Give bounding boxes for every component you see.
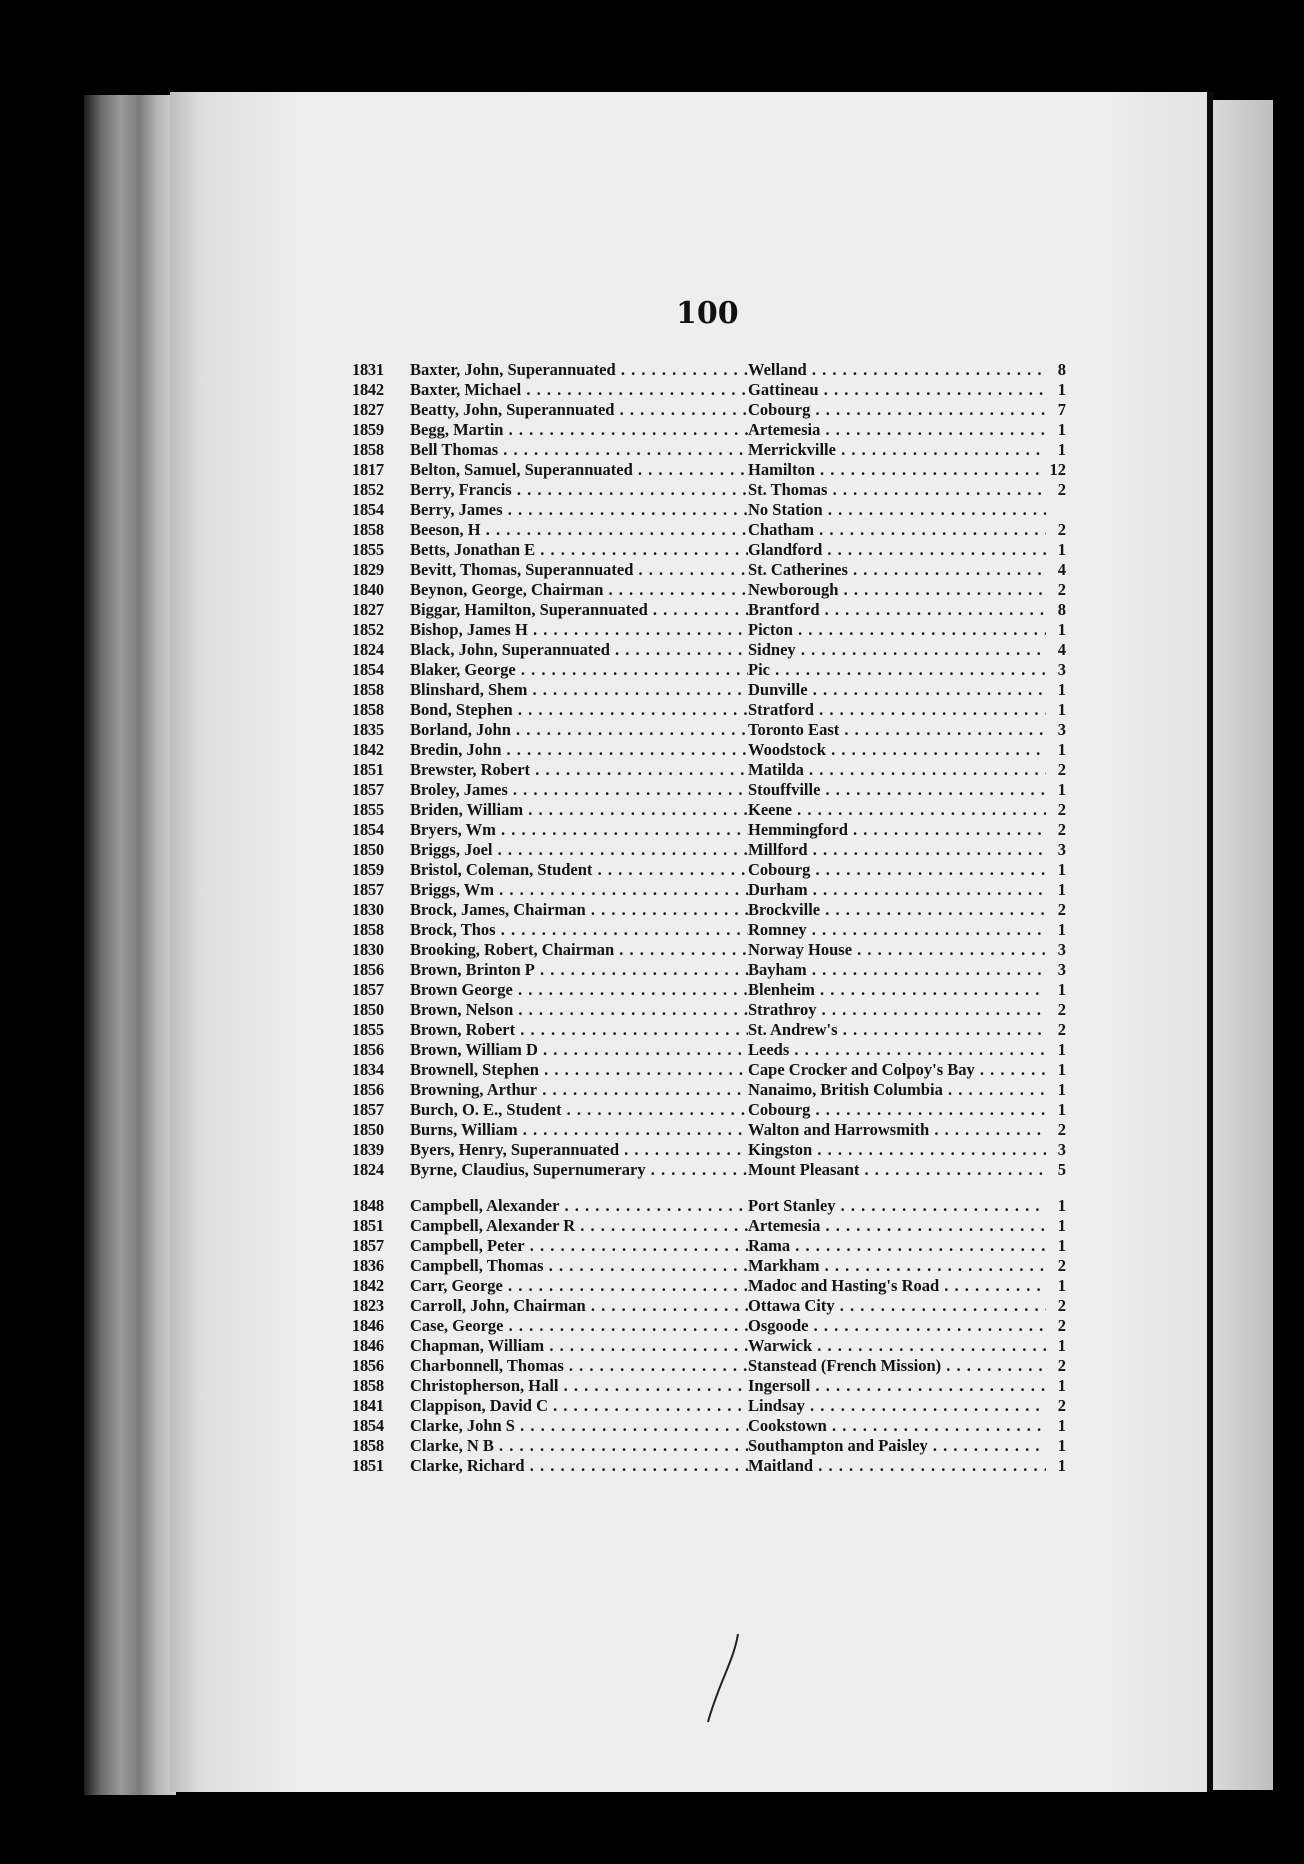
entry-station: Stouffville . . . — [748, 780, 1046, 800]
entry-row — [352, 960, 1066, 980]
entry-year: 1858 — [352, 680, 384, 699]
entry-year: 1827 — [352, 600, 384, 619]
entry-station: Ottawa City . . . — [748, 1296, 1046, 1316]
entry-row — [352, 1316, 1066, 1336]
entry-name: Blaker, George . . . — [410, 660, 748, 680]
entry-row — [352, 1080, 1066, 1100]
entry-name: Bryers, Wm . . . — [410, 820, 748, 840]
entry-count: 2 — [1057, 1020, 1066, 1039]
entry-row — [352, 1216, 1066, 1236]
entry-name: Beatty, John, Superannuated . . . — [410, 400, 748, 420]
page-number: 100 — [676, 296, 739, 331]
entry-station: Maitland . . . — [748, 1456, 1046, 1476]
entry-name: Bishop, James H . . . — [410, 620, 748, 640]
entry-row — [352, 800, 1066, 820]
entry-count: 2 — [1057, 1256, 1066, 1275]
entry-year: 1834 — [352, 1060, 384, 1079]
entry-count: 1 — [1057, 980, 1066, 999]
entry-station: Hamilton . . . — [748, 460, 1046, 480]
entry-count: 1 — [1057, 380, 1066, 399]
entry-row — [352, 1040, 1066, 1060]
entry-year: 1846 — [352, 1316, 384, 1335]
entry-year: 1858 — [352, 440, 384, 459]
entry-station: Dunville . . . — [748, 680, 1046, 700]
entry-row — [352, 1436, 1066, 1456]
entry-row — [352, 1336, 1066, 1356]
entry-year: 1848 — [352, 1196, 384, 1215]
entry-station: Ingersoll . . . — [748, 1376, 1046, 1396]
entry-station: Brockville . . . — [748, 900, 1046, 920]
book-spine — [84, 95, 176, 1795]
entry-station: Durham . . . — [748, 880, 1046, 900]
entry-name: Campbell, Peter . . . — [410, 1236, 748, 1256]
entry-year: 1830 — [352, 940, 384, 959]
entry-row — [352, 420, 1066, 440]
entry-year: 1823 — [352, 1296, 384, 1315]
entry-row — [352, 580, 1066, 600]
entry-row — [352, 1456, 1066, 1476]
entry-name: Bond, Stephen . . . — [410, 700, 748, 720]
entry-station: Pic . . . — [748, 660, 1046, 680]
entry-station: Markham . . . — [748, 1256, 1046, 1276]
entry-station: Artemesia . . . — [748, 420, 1046, 440]
entry-count: 2 — [1057, 1000, 1066, 1019]
entry-name: Baxter, John, Superannuated . . . — [410, 360, 748, 380]
entry-count: 1 — [1057, 1100, 1066, 1119]
entry-count: 1 — [1057, 1436, 1066, 1455]
entry-row — [352, 1296, 1066, 1316]
entry-year: 1855 — [352, 800, 384, 819]
entry-count: 3 — [1057, 1140, 1066, 1159]
entry-year: 1824 — [352, 1160, 384, 1179]
entry-name: Briggs, Wm . . . — [410, 880, 748, 900]
entry-station: Stratford . . . — [748, 700, 1046, 720]
entry-row — [352, 360, 1066, 380]
entry-station: Picton . . . — [748, 620, 1046, 640]
entry-station: Strathroy . . . — [748, 1000, 1046, 1020]
entry-year: 1859 — [352, 860, 384, 879]
entry-name: Biggar, Hamilton, Superannuated . . . — [410, 600, 748, 620]
entry-name: Brownell, Stephen . . . — [410, 1060, 748, 1080]
entry-count: 3 — [1057, 660, 1066, 679]
entry-year: 1854 — [352, 820, 384, 839]
entry-name: Clappison, David C . . . — [410, 1396, 748, 1416]
entry-count: 2 — [1057, 800, 1066, 819]
entry-name: Black, John, Superannuated . . . — [410, 640, 748, 660]
entry-year: 1829 — [352, 560, 384, 579]
entry-year: 1824 — [352, 640, 384, 659]
entry-count: 1 — [1057, 880, 1066, 899]
entry-row — [352, 1196, 1066, 1216]
entry-year: 1840 — [352, 580, 384, 599]
entry-count: 1 — [1057, 440, 1066, 459]
entry-station: Kingston . . . — [748, 1140, 1046, 1160]
entry-station: Madoc and Hasting's Road . . . — [748, 1276, 1046, 1296]
entry-name: Brock, Thos . . . — [410, 920, 748, 940]
entry-name: Byrne, Claudius, Supernumerary . . . — [410, 1160, 748, 1180]
entry-name: Campbell, Thomas . . . — [410, 1256, 748, 1276]
entry-row — [352, 1396, 1066, 1416]
entry-row — [352, 840, 1066, 860]
entry-station: Toronto East . . . — [748, 720, 1046, 740]
entry-name: Christopherson, Hall . . . — [410, 1376, 748, 1396]
entry-name: Carr, George . . . — [410, 1276, 748, 1296]
entry-station: Millford . . . — [748, 840, 1046, 860]
entry-row — [352, 1416, 1066, 1436]
entry-station: Woodstock . . . — [748, 740, 1046, 760]
entry-count: 1 — [1057, 1276, 1066, 1295]
entry-row — [352, 1020, 1066, 1040]
entry-count: 1 — [1057, 780, 1066, 799]
entry-year: 1842 — [352, 380, 384, 399]
entry-year: 1850 — [352, 840, 384, 859]
entry-year: 1835 — [352, 720, 384, 739]
entry-count: 1 — [1057, 1376, 1066, 1395]
entry-row — [352, 620, 1066, 640]
entry-count: 1 — [1057, 540, 1066, 559]
entry-count: 1 — [1057, 860, 1066, 879]
entry-count: 8 — [1057, 600, 1066, 619]
entry-station: Leeds . . . — [748, 1040, 1046, 1060]
entry-name: Belton, Samuel, Superannuated . . . — [410, 460, 748, 480]
entry-station: Norway House . . . — [748, 940, 1046, 960]
entry-count: 2 — [1057, 1296, 1066, 1315]
entry-name: Berry, Francis . . . — [410, 480, 748, 500]
entry-count: 2 — [1057, 520, 1066, 539]
entry-station: Blenheim . . . — [748, 980, 1046, 1000]
entry-row — [352, 1100, 1066, 1120]
entry-year: 1857 — [352, 780, 384, 799]
entry-year: 1858 — [352, 920, 384, 939]
entry-station: Keene . . . — [748, 800, 1046, 820]
entry-row — [352, 740, 1066, 760]
entry-count: 1 — [1057, 620, 1066, 639]
entry-year: 1842 — [352, 740, 384, 759]
entry-station: Hemmingford . . . — [748, 820, 1046, 840]
group-separator — [352, 1180, 1066, 1196]
entry-year: 1827 — [352, 400, 384, 419]
entry-name: Briden, William . . . — [410, 800, 748, 820]
entry-row — [352, 1276, 1066, 1296]
entry-count: 2 — [1057, 1120, 1066, 1139]
entry-year: 1831 — [352, 360, 384, 379]
entry-row — [352, 1000, 1066, 1020]
entry-station: Osgoode . . . — [748, 1316, 1046, 1336]
entry-name: Beeson, H . . . — [410, 520, 748, 540]
entry-row — [352, 660, 1066, 680]
entry-name: Chapman, William . . . — [410, 1336, 748, 1356]
entry-station: Newborough . . . — [748, 580, 1046, 600]
entry-name: Bell Thomas . . . — [410, 440, 748, 460]
entry-row — [352, 1356, 1066, 1376]
entry-station: Cobourg . . . — [748, 1100, 1046, 1120]
entry-year: 1858 — [352, 700, 384, 719]
entry-name: Burns, William . . . — [410, 1120, 748, 1140]
entry-row — [352, 680, 1066, 700]
entry-row — [352, 1140, 1066, 1160]
entry-name: Byers, Henry, Superannuated . . . — [410, 1140, 748, 1160]
entry-year: 1858 — [352, 1376, 384, 1395]
entry-name: Clarke, Richard . . . — [410, 1456, 748, 1476]
entry-year: 1856 — [352, 1356, 384, 1375]
entry-row — [352, 1060, 1066, 1080]
entry-year: 1836 — [352, 1256, 384, 1275]
entry-name: Brown George . . . — [410, 980, 748, 1000]
entry-name: Browning, Arthur . . . — [410, 1080, 748, 1100]
entry-count: 2 — [1057, 820, 1066, 839]
entry-name: Borland, John . . . — [410, 720, 748, 740]
entry-name: Clarke, N B . . . — [410, 1436, 748, 1456]
entry-station: St. Thomas . . . — [748, 480, 1046, 500]
entry-station: Artemesia . . . — [748, 1216, 1046, 1236]
entry-count: 1 — [1057, 1216, 1066, 1235]
entry-name: Carroll, John, Chairman . . . — [410, 1296, 748, 1316]
entry-count: 4 — [1057, 560, 1066, 579]
entry-count: 1 — [1057, 1196, 1066, 1215]
entry-count: 1 — [1057, 920, 1066, 939]
entry-year: 1854 — [352, 1416, 384, 1435]
entry-year: 1851 — [352, 760, 384, 779]
entry-year: 1856 — [352, 1040, 384, 1059]
entry-station: Mount Pleasant . . . — [748, 1160, 1046, 1180]
entry-year: 1859 — [352, 420, 384, 439]
entry-station: Stanstead (French Mission) . . . — [748, 1356, 1046, 1376]
entry-station: Welland . . . — [748, 360, 1046, 380]
entry-count: 7 — [1057, 400, 1066, 419]
entry-year: 1841 — [352, 1396, 384, 1415]
entry-station: Glandford . . . — [748, 540, 1046, 560]
entry-station: Cobourg . . . — [748, 400, 1046, 420]
entry-row — [352, 460, 1066, 480]
entry-row — [352, 640, 1066, 660]
entry-count: 8 — [1057, 360, 1066, 379]
entry-count: 2 — [1057, 1356, 1066, 1375]
entry-row — [352, 1376, 1066, 1396]
entry-name: Begg, Martin . . . — [410, 420, 748, 440]
entry-year: 1857 — [352, 1100, 384, 1119]
entry-year: 1855 — [352, 1020, 384, 1039]
entry-count: 1 — [1057, 1080, 1066, 1099]
entry-year: 1852 — [352, 480, 384, 499]
entry-year: 1850 — [352, 1120, 384, 1139]
entry-station: No Station . . . — [748, 500, 1046, 520]
pen-mark — [700, 1630, 760, 1730]
entry-year: 1858 — [352, 520, 384, 539]
entry-year: 1856 — [352, 960, 384, 979]
entry-row — [352, 440, 1066, 460]
entry-count: 2 — [1057, 1316, 1066, 1335]
entry-year: 1830 — [352, 900, 384, 919]
entry-name: Berry, James . . . — [410, 500, 748, 520]
entry-name: Brown, Robert . . . — [410, 1020, 748, 1040]
entry-row — [352, 600, 1066, 620]
entry-name: Brown, Nelson . . . — [410, 1000, 748, 1020]
entry-station: Cape Crocker and Colpoy's Bay . . . — [748, 1060, 1046, 1080]
entry-station: St. Andrew's . . . — [748, 1020, 1046, 1040]
entry-count: 2 — [1057, 900, 1066, 919]
entry-row — [352, 880, 1066, 900]
entry-count: 1 — [1057, 1336, 1066, 1355]
entry-year: 1850 — [352, 1000, 384, 1019]
entry-station: Bayham . . . — [748, 960, 1046, 980]
entry-year: 1839 — [352, 1140, 384, 1159]
entry-count: 1 — [1057, 1456, 1066, 1475]
entry-name: Brown, Brinton P . . . — [410, 960, 748, 980]
entry-row — [352, 900, 1066, 920]
entry-year: 1851 — [352, 1216, 384, 1235]
entry-station: Port Stanley . . . — [748, 1196, 1046, 1216]
register-list — [352, 360, 1066, 1476]
entry-name: Betts, Jonathan E . . . — [410, 540, 748, 560]
entry-row — [352, 400, 1066, 420]
entry-station: Nanaimo, British Columbia . . . — [748, 1080, 1046, 1100]
entry-name: Brewster, Robert . . . — [410, 760, 748, 780]
entry-count: 4 — [1057, 640, 1066, 659]
entry-station: Matilda . . . — [748, 760, 1046, 780]
entry-count: 1 — [1057, 420, 1066, 439]
entry-row — [352, 920, 1066, 940]
entry-year: 1852 — [352, 620, 384, 639]
entry-count: 1 — [1057, 700, 1066, 719]
entry-count: 2 — [1057, 760, 1066, 779]
entry-row — [352, 560, 1066, 580]
entry-count: 2 — [1057, 580, 1066, 599]
entry-row — [352, 720, 1066, 740]
entry-count: 12 — [1049, 460, 1066, 479]
entry-count: 1 — [1057, 1236, 1066, 1255]
entry-station: Chatham . . . — [748, 520, 1046, 540]
entry-year: 1817 — [352, 460, 384, 479]
entry-name: Bredin, John . . . — [410, 740, 748, 760]
entry-count: 3 — [1057, 960, 1066, 979]
entry-name: Broley, James . . . — [410, 780, 748, 800]
entry-year: 1846 — [352, 1336, 384, 1355]
entry-row — [352, 380, 1066, 400]
entry-station: Cookstown . . . — [748, 1416, 1046, 1436]
entry-name: Bristol, Coleman, Student . . . — [410, 860, 748, 880]
entry-station: Lindsay . . . — [748, 1396, 1046, 1416]
facing-page-edge — [1213, 100, 1273, 1790]
entry-count: 2 — [1057, 480, 1066, 499]
entry-count: 1 — [1057, 1416, 1066, 1435]
entry-year: 1858 — [352, 1436, 384, 1455]
entry-count: 5 — [1057, 1160, 1066, 1179]
entry-row — [352, 980, 1066, 1000]
entry-row — [352, 1120, 1066, 1140]
entry-count: 1 — [1057, 680, 1066, 699]
entry-station: Southampton and Paisley . . . — [748, 1436, 1046, 1456]
entry-name: Briggs, Joel . . . — [410, 840, 748, 860]
entry-name: Burch, O. E., Student . . . — [410, 1100, 748, 1120]
entry-count: 3 — [1057, 840, 1066, 859]
entry-row — [352, 860, 1066, 880]
entry-name: Clarke, John S . . . — [410, 1416, 748, 1436]
entry-row — [352, 1236, 1066, 1256]
entry-row — [352, 1160, 1066, 1180]
entry-station: Cobourg . . . — [748, 860, 1046, 880]
entry-count: 1 — [1057, 1060, 1066, 1079]
entry-year: 1857 — [352, 880, 384, 899]
entry-count: 1 — [1057, 1040, 1066, 1059]
entry-name: Bevitt, Thomas, Superannuated . . . — [410, 560, 748, 580]
entry-name: Campbell, Alexander R . . . — [410, 1216, 748, 1236]
entry-name: Charbonnell, Thomas . . . — [410, 1356, 748, 1376]
entry-year: 1854 — [352, 500, 384, 519]
entry-station: Warwick . . . — [748, 1336, 1046, 1356]
entry-name: Beynon, George, Chairman . . . — [410, 580, 748, 600]
entry-year: 1856 — [352, 1080, 384, 1099]
entry-year: 1857 — [352, 980, 384, 999]
entry-name: Brock, James, Chairman . . . — [410, 900, 748, 920]
entry-station: Sidney . . . — [748, 640, 1046, 660]
entry-station: Walton and Harrowsmith . . . — [748, 1120, 1046, 1140]
entry-station: Brantford . . . — [748, 600, 1046, 620]
entry-year: 1842 — [352, 1276, 384, 1295]
entry-name: Campbell, Alexander . . . — [410, 1196, 748, 1216]
entry-year: 1854 — [352, 660, 384, 679]
entry-row — [352, 500, 1066, 520]
entry-count: 2 — [1057, 1396, 1066, 1415]
entry-row — [352, 700, 1066, 720]
entry-row — [352, 480, 1066, 500]
entry-name: Case, George . . . — [410, 1316, 748, 1336]
entry-row — [352, 520, 1066, 540]
entry-year: 1855 — [352, 540, 384, 559]
entry-count: 3 — [1057, 940, 1066, 959]
entry-row — [352, 760, 1066, 780]
entry-station: Romney . . . — [748, 920, 1046, 940]
entry-count: 1 — [1057, 740, 1066, 759]
entry-row — [352, 820, 1066, 840]
entry-name: Baxter, Michael . . . — [410, 380, 748, 400]
entry-name: Brooking, Robert, Chairman . . . — [410, 940, 748, 960]
entry-count: 3 — [1057, 720, 1066, 739]
entry-row — [352, 780, 1066, 800]
entry-station: Merrickville . . . — [748, 440, 1046, 460]
entry-name: Brown, William D . . . — [410, 1040, 748, 1060]
entry-station: Rama . . . — [748, 1236, 1046, 1256]
entry-row — [352, 1256, 1066, 1276]
entry-station: Gattineau . . . — [748, 380, 1046, 400]
entry-station: St. Catherines . . . — [748, 560, 1046, 580]
entry-year: 1851 — [352, 1456, 384, 1475]
entry-row — [352, 540, 1066, 560]
entry-row — [352, 940, 1066, 960]
entry-name: Blinshard, Shem . . . — [410, 680, 748, 700]
entry-year: 1857 — [352, 1236, 384, 1255]
